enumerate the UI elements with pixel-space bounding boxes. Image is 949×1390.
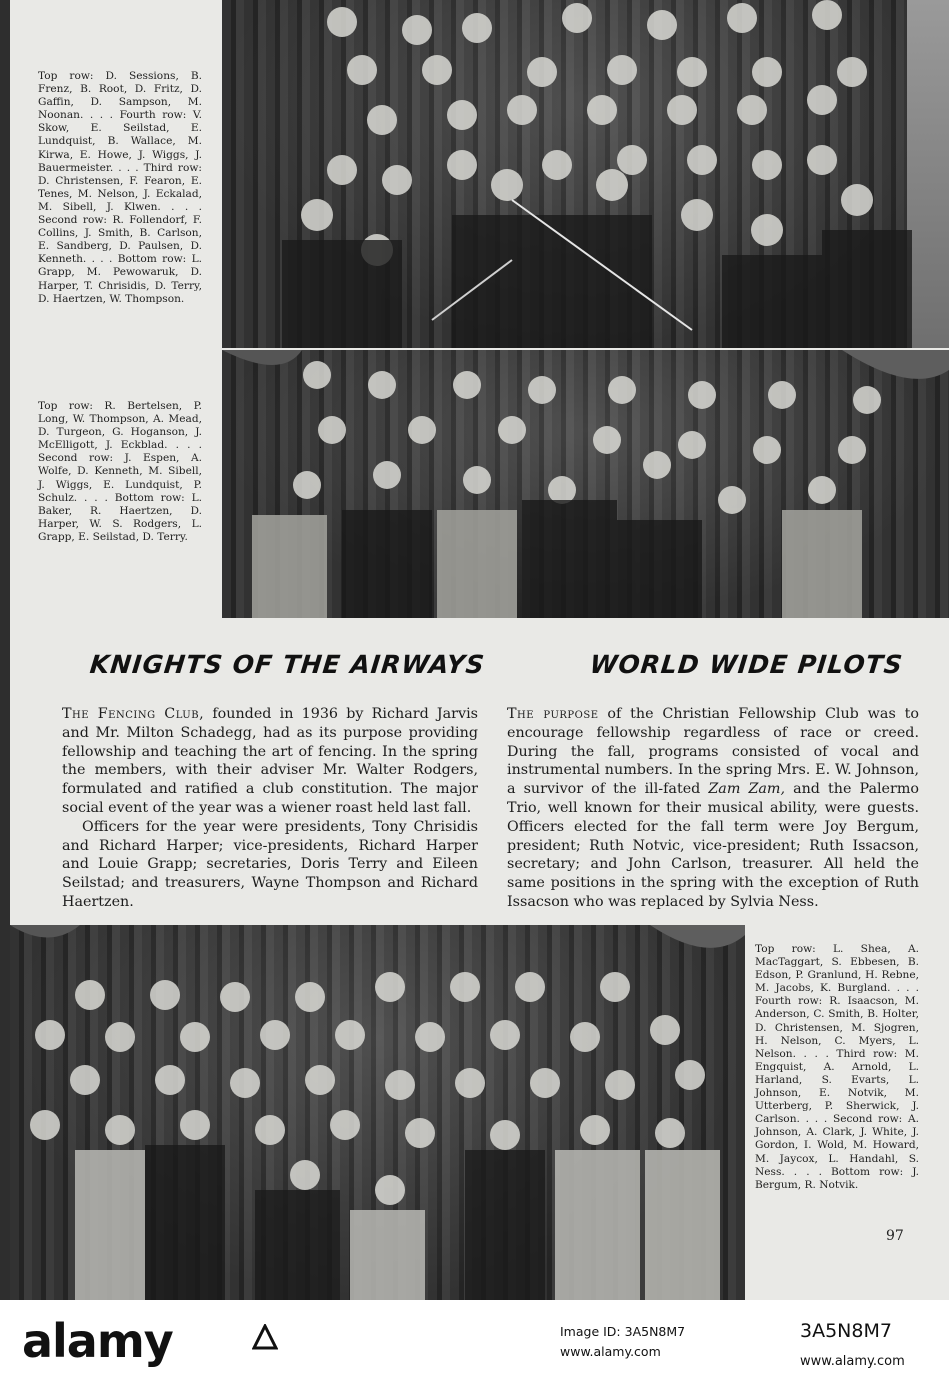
officers-group-photo xyxy=(222,350,949,618)
fencing-photo-caption: Top row: D. Sessions, B. Frenz, B. Root, D. Fritz, D. Gaffin, D. Sampson, M. Noonan. . . . Fourth row: V. Skow, E. Seilstad, E. Lundquist, B. Wallace, M. Kirwa, E. Howe, J. Wiggs, J. Bauermeister. . . . Third row: D. Christensen, F. Fearon, E. Tenes, M. Nelson, J. Eckalad, M. Sibell, J. Klwen. . . . Second row: R. Follendorf, F. Collins, J. Smith, B. Carlson, E. Sandberg, D. Paulsen, D. Kenneth. . . . Bottom row: L. Grapp, M. Pewowaruk, D. Harper, T. Chrisidis, D. Terry, D. Haertzen, W. Thompson. xyxy=(38,70,202,305)
brand-mark-icon xyxy=(252,1324,278,1350)
fellowship-photo-caption: Top row: L. Shea, A. MacTaggart, S. Ebbesen, B. Edson, P. Granlund, H. Rebne, M. Jacobs, K. Burgland. . . . Fourth row: R. Isaacson, M. Anderson, C. Smith, B. Holter, D. Christensen, M. Sjogren, H. Nelson, C. Myers, L. Nelson. . . . Third row: M. Engquist, A. Arnold, L. Harland, S. Evarts, L. Johnson, E. Notvik, M. Utterberg, P. Sherwick, J. Carlson. . . . Second row: A. Johnson, A. Clark, J. White, J. Gordon, I. Wold, M. Howard, M. Jaycox, L. Handahl, S. Ness. . . . Bottom row: J. Bergum, R. Notvik. xyxy=(755,943,919,1191)
stock-info-line-1: Image ID: 3A5N8M7 xyxy=(560,1324,686,1339)
page-number: 97 xyxy=(886,1228,904,1244)
fencing-article-paragraph-1 xyxy=(62,705,478,818)
fencing-club-photo xyxy=(222,0,949,348)
fencing-club-article xyxy=(62,705,478,912)
stock-image-id: 3A5N8M7 xyxy=(800,1320,892,1342)
page-spine xyxy=(0,0,10,1300)
fencing-group-silhouettes xyxy=(222,0,949,348)
stock-info-line-2: www.alamy.com xyxy=(560,1344,661,1359)
fellowship-club-article xyxy=(507,705,919,912)
right-section-title: WORLD WIDE PILOTS xyxy=(588,650,905,679)
stock-info xyxy=(560,1322,790,1362)
brand-logo: alamy xyxy=(22,1314,173,1368)
fencing-article-lead: The Fencing Club, xyxy=(62,706,205,722)
fellowship-article-lead: The purpose xyxy=(507,706,599,722)
fellowship-article-paragraph xyxy=(507,705,919,912)
left-section-title: KNIGHTS OF THE AIRWAYS xyxy=(88,650,487,679)
fencing-article-paragraph-2: Officers for the year were presidents, Tony Chrisidis and Richard Harper; vice-presidents, Richard Harper and Louie Grapp; secretaries, Doris Terry and Eileen Seilstad; and treasurers, Wayne Thompson and Richard Haertzen. xyxy=(62,818,478,910)
stock-url[interactable]: www.alamy.com xyxy=(800,1354,905,1369)
fencing-article-text-1: founded in 1936 by Richard Jarvis and Mr. Milton Schadegg, had as its purpose providing fellowship and teaching the art of fencing. In the spring the members, with their adviser Mr. Walter Rodgers, formulated and ratified a club constitution. The major social event of the year was a wiener roast held last fall. xyxy=(62,706,479,816)
officers-group-silhouettes xyxy=(222,350,949,618)
fellowship-group-silhouettes xyxy=(10,925,745,1300)
fellowship-article-ship-name: Zam Zam, xyxy=(708,781,785,798)
fellowship-club-photo xyxy=(10,925,745,1300)
officers-photo-caption: Top row: R. Bertelsen, P. Long, W. Thompson, A. Mead, D. Turgeon, G. Hoganson, J. McElligott, J. Eckblad. . . . Second row: J. Espen, A. Wolfe, D. Kenneth, M. Sibell, J. Wiggs, E. Lundquist, P. Schulz. . . . Bottom row: L. Baker, R. Haertzen, D. Harper, W. S. Rodgers, L. Grapp, E. Seilstad, D. Terry. xyxy=(38,400,202,543)
fellowship-article-text-2: and the Palermo Trio, well known for their musical ability, were guests. Officers elected for the fall term were Joy Bergum, president; Ruth Notvic, vice-president; Ruth Issacson, secretary; and John Carlson, treasurer. All held the same positions in the spring with the exception of Ruth Issacson who was replaced by Sylvia Ness. xyxy=(507,781,919,910)
fellowship-article-text-1: of the Christian Fellowship Club was to encourage fellowship regardless of race or creed. During the fall, programs consisted of vocal and instrumental numbers. In the spring Mrs. E. W. Johnson, a survivor of the ill-fated xyxy=(507,706,920,798)
stock-footer xyxy=(0,1300,949,1390)
